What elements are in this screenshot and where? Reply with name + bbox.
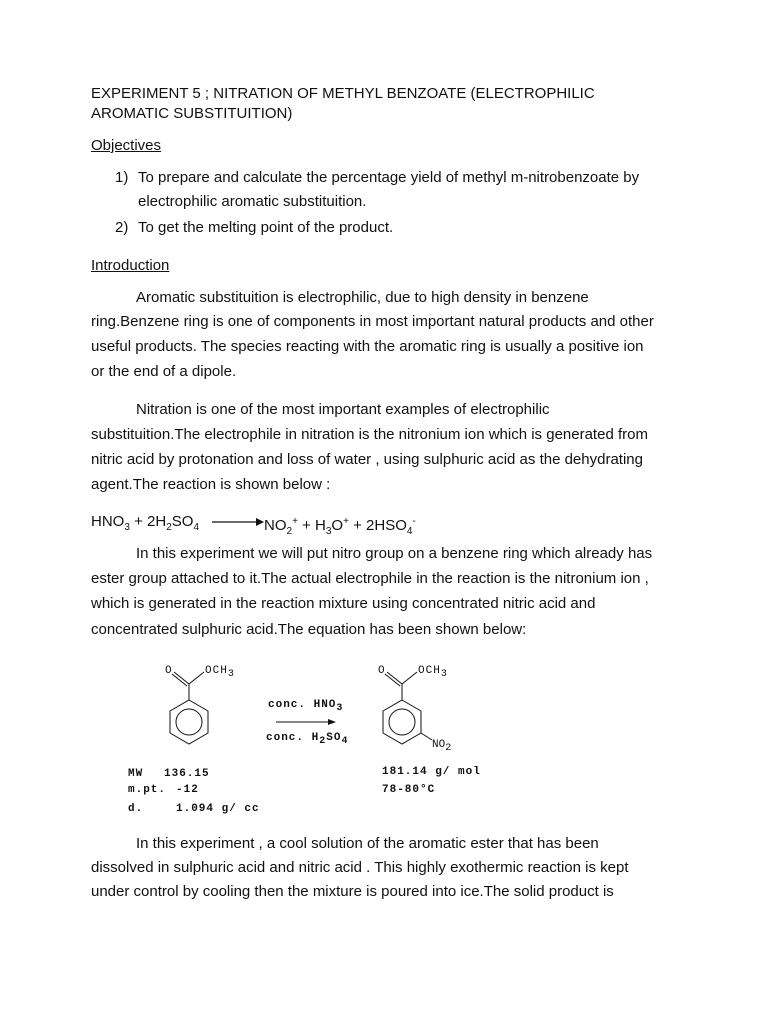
- intro-para1-line-4: or the end of a dipole.: [91, 363, 237, 380]
- intro-para1-line-2: ring.Benzene ring is one of components in most important natural products and other: [91, 313, 654, 330]
- document-title-line-1: EXPERIMENT 5 ; NITRATION OF METHYL BENZOATE (ELECTROPHILIC: [91, 85, 595, 102]
- reactant-och3-label: $OCH_3$: [205, 665, 235, 681]
- reactant-mpt-value: -12: [176, 784, 199, 796]
- intro-para4-line-1: In this experiment , a cool solution of the aromatic ester that has been: [136, 835, 599, 852]
- reactant-mw-label: MW: [128, 768, 144, 780]
- intro-para1-line-3: useful products. The species reacting with the aromatic ring is usually a positive ion: [91, 338, 644, 355]
- product-mpt-value: 78-80°C: [382, 784, 436, 796]
- scheme-arrow: [276, 717, 346, 727]
- intro-para3-line-1: In this experiment we will put nitro group on a benzene ring which already has: [136, 545, 653, 562]
- intro-para2-line-1: Nitration is one of the most important examples of electrophilic: [136, 401, 550, 418]
- reactant-mw-value: 136.15: [164, 768, 210, 780]
- intro-para4-line-3: under control by cooling then the mixture is poured into ice.The solid product is: [91, 883, 614, 900]
- product-och3-label: $OCH_3$: [418, 665, 448, 681]
- intro-para1-line-1: Aromatic substituition is electrophilic, due to high density in benzene: [136, 289, 589, 306]
- product-no2-label: $NO_2$: [432, 739, 452, 755]
- reactant-mpt-label: m.pt.: [128, 784, 167, 796]
- reactant-density-label: d.: [128, 803, 144, 815]
- objective-1-line-1: To prepare and calculate the percentage yield of methyl m-nitrobenzoate by: [138, 169, 640, 186]
- reagent-hno3: conc. $HNO_3$: [268, 699, 344, 715]
- introduction-heading: Introduction: [91, 257, 170, 274]
- reaction-equation-right: $NO_2^+ + H_3O^+ + 2HSO_4^-$: [264, 516, 416, 537]
- intro-para2-line-4: agent.The reaction is shown below :: [91, 476, 331, 493]
- intro-para4-line-2: dissolved in sulphuric acid and nitric acid . This highly exothermic reaction is kept: [91, 859, 629, 876]
- objectives-heading: Objectives: [91, 137, 162, 154]
- objective-2-line-1: To get the melting point of the product.: [138, 219, 394, 236]
- product-mw-value: 181.14 g/ mol: [382, 766, 481, 778]
- methyl-m-nitrobenzoate-structure: [365, 664, 465, 774]
- product-o-label: O: [378, 665, 386, 677]
- intro-para3-line-2: ester group attached to it.The actual electrophile in the reaction is the nitronium ion ,: [91, 570, 649, 587]
- reactant-o-label: O: [165, 665, 173, 677]
- intro-para2-line-3: nitric acid by protonation and loss of water , using sulphuric acid as the dehydrating: [91, 451, 643, 468]
- document-title-line-2: AROMATIC SUBSTITUITION): [91, 105, 293, 122]
- reagent-h2so4: conc. $H_2SO_4$: [266, 732, 349, 748]
- intro-para2-line-2: substituition.The electrophile in nitration is the nitronium ion which is generated from: [91, 426, 648, 443]
- intro-para3-line-3: which is generated in the reaction mixture using concentrated nitric acid and: [91, 595, 596, 612]
- objective-number-2: 2): [115, 219, 129, 236]
- intro-para3-line-4: concentrated sulphuric acid.The equation has been shown below:: [91, 621, 527, 638]
- objective-1-line-2: electrophilic aromatic substituition.: [138, 193, 367, 210]
- objective-number-1: 1): [115, 169, 129, 186]
- reactant-density-value: 1.094 g/ cc: [176, 803, 260, 815]
- reaction-equation-left: $HNO_3 + 2H_2SO_4$: [91, 513, 199, 533]
